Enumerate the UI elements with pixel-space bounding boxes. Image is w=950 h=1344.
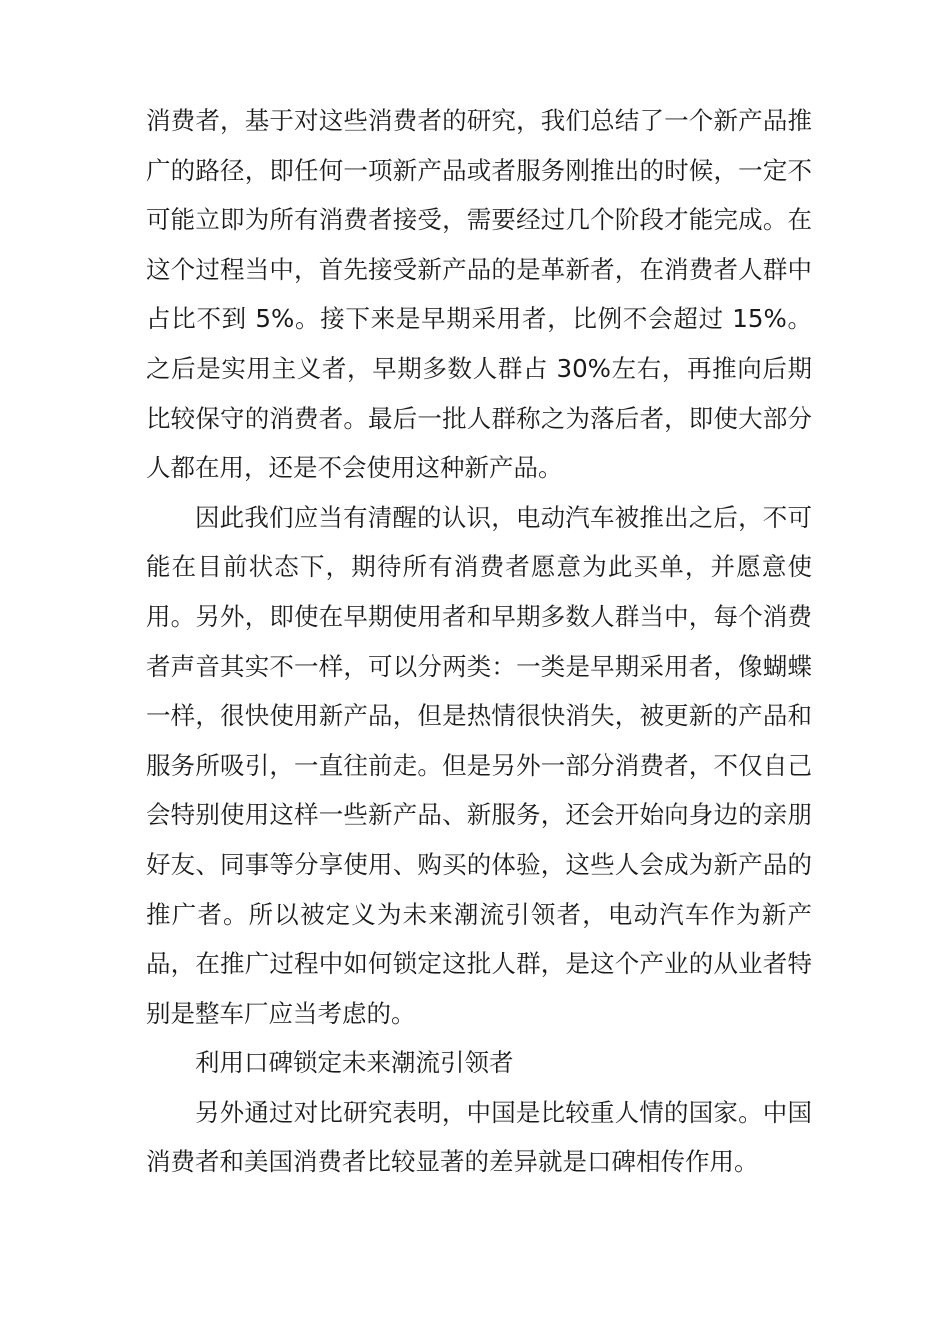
paragraph-3: 另外通过对比研究表明，中国是比较重人情的国家。中国消费者和美国消费者比较显著的差异就是口碑相传作用。 (146, 1097, 812, 1177)
body-text (146, 96, 812, 1187)
section-heading: 利用口碑锁定未来潮流引领者 (195, 1048, 514, 1078)
paragraph-1: 消费者，基于对这些消费者的研究，我们总结了一个新产品推广的路径，即任何一项新产品或者服务刚推出的时候，一定不可能立即为所有消费者接受，需要经过几个阶段才能完成。在这个过程当中，首先接受新产品的是革新者，在消费者人群中占比不到 5%。接下来是早期采用者，比例不会超过 15%。之后是实用主义者，早期多数人群占 30%左右，再推向后期比较保守的消费者。最后一批人群称之为落后者，即使大部分人都在用，还是不会使用这种新产品。 (146, 106, 812, 483)
paragraph-2: 因此我们应当有清醒的认识，电动汽车被推出之后，不可能在目前状态下，期待所有消费者愿意为此买单，并愿意使用。另外，即使在早期使用者和早期多数人群当中，每个消费者声音其实不一样，可以分两类：一类是早期采用者，像蝴蝶一样，很快使用新产品，但是热情很快消失，被更新的产品和服务所吸引，一直往前走。但是另外一部分消费者，不仅自己会特别使用这样一些新产品、新服务，还会开始向身边的亲朋好友、同事等分享使用、购买的体验，这些人会成为新产品的推广者。所以被定义为未来潮流引领者，电动汽车作为新产品，在推广过程中如何锁定这批人群，是这个产业的从业者特别是整车厂应当考虑的。 (146, 502, 812, 1028)
